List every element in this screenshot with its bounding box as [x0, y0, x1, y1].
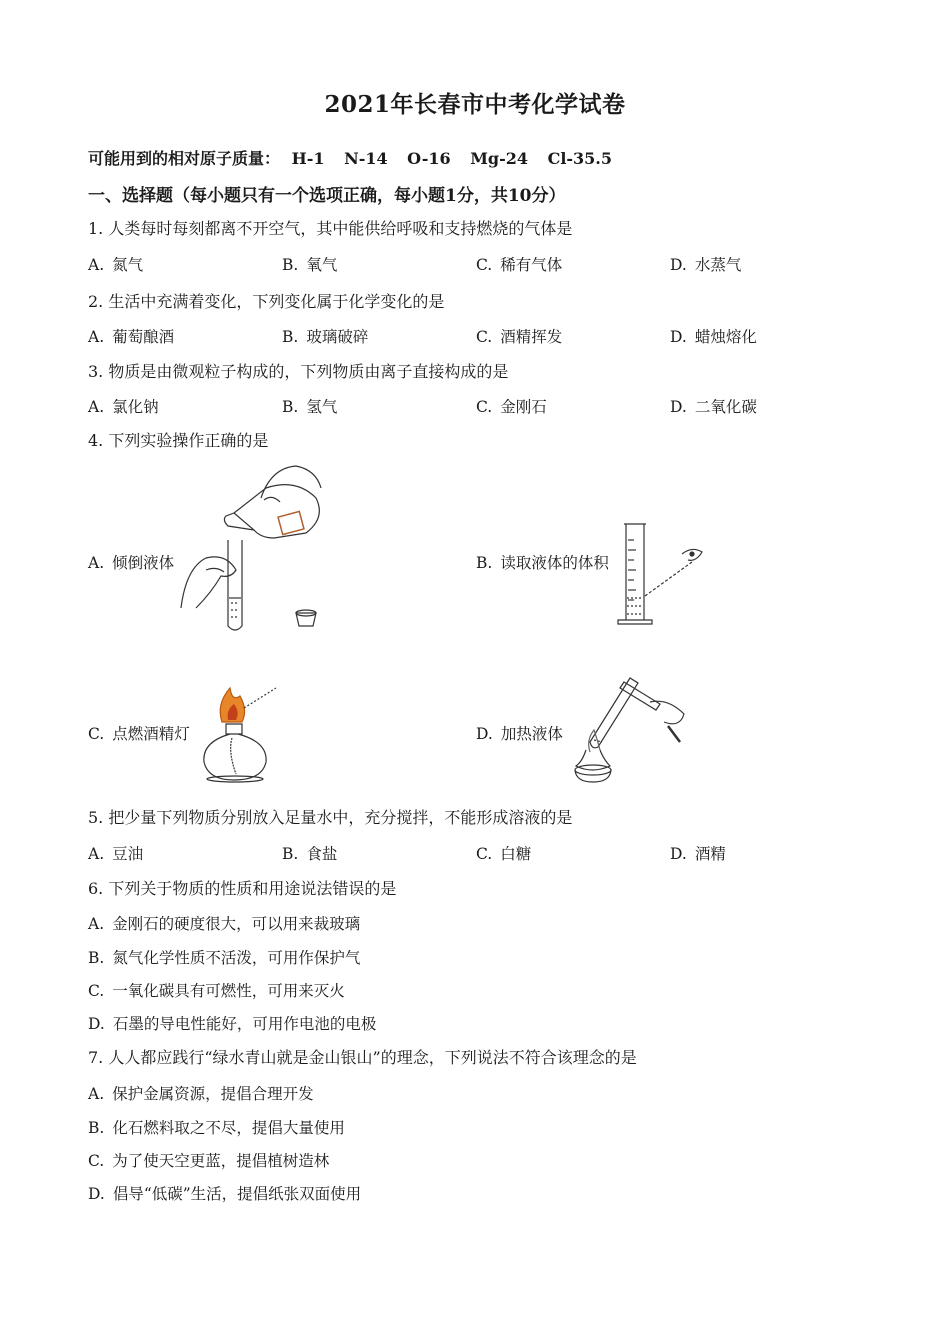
- q6-option-a: A. 金刚石的硬度很大，可以用来裁玻璃: [88, 915, 361, 933]
- q3-option-c: C. 金刚石: [476, 398, 547, 416]
- q7-option-d: D. 倡导“低碳”生活，提倡纸张双面使用: [88, 1185, 362, 1203]
- q7-option-c: C. 为了使天空更蓝，提倡植树造林: [88, 1152, 330, 1170]
- question-6-stem: 6. 下列关于物质的性质和用途说法错误的是: [88, 879, 397, 898]
- q7-option-a: A. 保护金属资源，提倡合理开发: [88, 1085, 314, 1103]
- alcohol-lamp-figure: [196, 682, 286, 786]
- section-heading: 一、选择题（每小题只有一个选项正确，每小题1分，共10分）: [88, 186, 566, 206]
- q2-option-a: A. 葡萄酿酒: [88, 328, 175, 346]
- q4-option-c: C. 点燃酒精灯: [88, 725, 190, 743]
- q6-option-c: C. 一氧化碳具有可燃性，可用来灭火: [88, 982, 345, 1000]
- atomic-mass-n: N-14: [344, 149, 388, 168]
- atomic-masses-line: [88, 146, 626, 169]
- q4-option-b: B. 读取液体的体积: [476, 554, 609, 572]
- question-1-stem: 1. 人类每时每刻都离不开空气，其中能供给呼吸和支持燃烧的气体是: [88, 219, 573, 238]
- question-7-stem: 7. 人人都应践行“绿水青山就是金山银山”的理念，下列说法不符合该理念的是: [88, 1048, 637, 1067]
- atomic-mass-o: O-16: [407, 149, 451, 168]
- q6-option-d: D. 石墨的导电性能好，可用作电池的电极: [88, 1015, 377, 1033]
- q6-option-b: B. 氮气化学性质不活泼，可用作保护气: [88, 949, 361, 967]
- q3-option-b: B. 氢气: [282, 398, 338, 416]
- question-3-stem: 3. 物质是由微观粒子构成的，下列物质由离子直接构成的是: [88, 362, 509, 381]
- q2-option-d: D. 蜡烛熔化: [670, 328, 757, 346]
- q7-option-b: B. 化石燃料取之不尽，提倡大量使用: [88, 1119, 345, 1137]
- question-4-stem: 4. 下列实验操作正确的是: [88, 431, 269, 450]
- question-5-stem: 5. 把少量下列物质分别放入足量水中，充分搅拌，不能形成溶液的是: [88, 808, 573, 827]
- q5-option-b: B. 食盐: [282, 845, 338, 863]
- q2-option-c: C. 酒精挥发: [476, 328, 563, 346]
- page-title: 2021年长春市中考化学试卷: [324, 91, 626, 118]
- atomic-masses-label: 可能用到的相对原子质量：: [88, 149, 281, 168]
- q4-option-a: A. 倾倒液体: [88, 554, 175, 572]
- atomic-mass-cl: Cl-35.5: [547, 149, 612, 168]
- heating-liquid-figure: [568, 670, 692, 785]
- q1-option-c: C. 稀有气体: [476, 256, 563, 274]
- q5-option-d: D. 酒精: [670, 845, 726, 863]
- q3-option-a: A. 氯化钠: [88, 398, 159, 416]
- q1-option-b: B. 氧气: [282, 256, 338, 274]
- pouring-liquid-figure: [176, 458, 326, 638]
- graduated-cylinder-figure: [612, 520, 712, 630]
- question-2-stem: 2. 生活中充满着变化，下列变化属于化学变化的是: [88, 292, 445, 311]
- q5-option-c: C. 白糖: [476, 845, 532, 863]
- q4-option-d: D. 加热液体: [476, 725, 563, 743]
- atomic-mass-mg: Mg-24: [470, 149, 528, 168]
- q2-option-b: B. 玻璃破碎: [282, 328, 369, 346]
- atomic-mass-h: H-1: [291, 149, 325, 168]
- q5-option-a: A. 豆油: [88, 845, 144, 863]
- q3-option-d: D. 二氧化碳: [670, 398, 757, 416]
- q1-option-d: D. 水蒸气: [670, 256, 742, 274]
- q1-option-a: A. 氮气: [88, 256, 144, 274]
